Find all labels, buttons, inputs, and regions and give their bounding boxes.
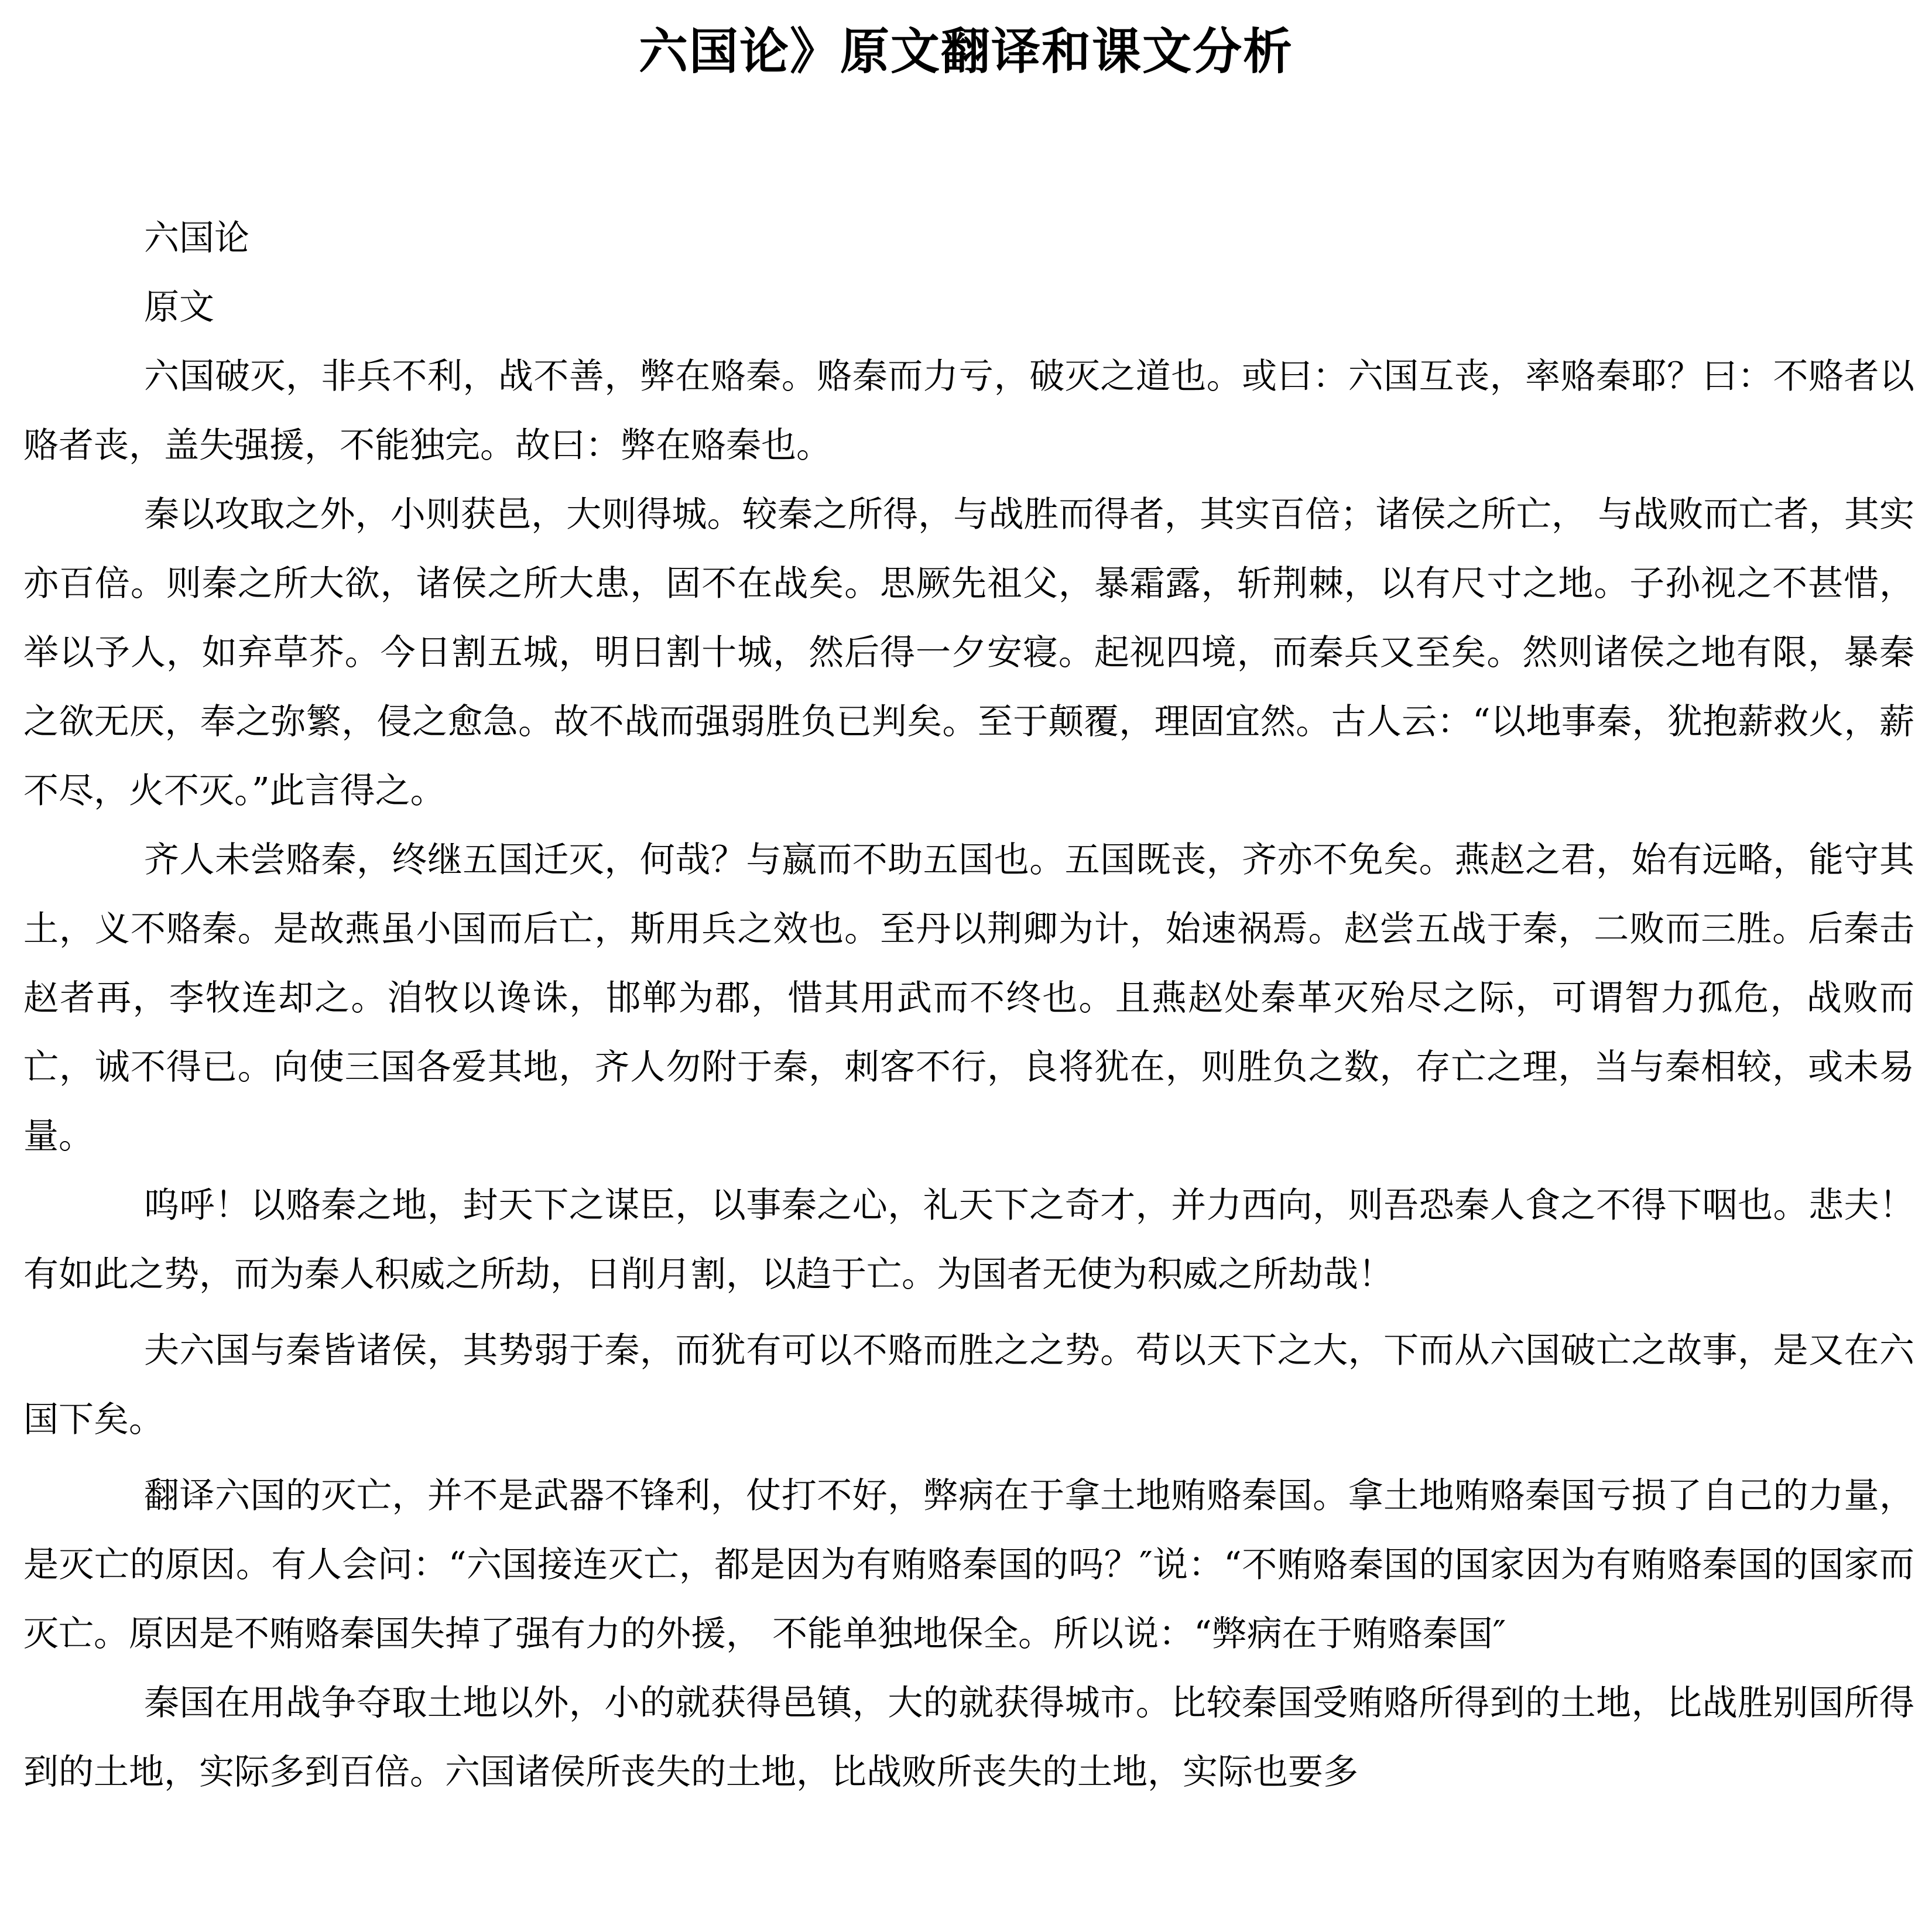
original-paragraph: 夫六国与秦皆诸侯，其势弱于秦，而犹有可以不赂而胜之之势。苟以天下之大，下而从六国破亡之故事，是又在六国下矣。	[23, 1330, 1914, 1440]
original-paragraph: 齐人未尝赂秦，终继五国迁灭，何哉？与嬴而不助五国也。五国既丧，齐亦不免矣。燕赵之君，始有远略，能守其土，义不赂秦。是故燕虽小国而后亡，斯用兵之效也。至丹以荆卿为计，始速祸焉。赵尝五战于秦，二败而三胜。后秦击赵者再，李牧连却之。洎牧以谗诛，邯郸为郡，惜其用武而不终也。且燕赵处秦革灭殆尽之际，可谓智力孤危，战败而亡，诚不得已。向使三国各爱其地，齐人勿附于秦，刺客不行，良将犹在，则胜负之数，存亡之理，当与秦相较，或未易量。	[23, 840, 1914, 1157]
original-paragraph: 秦以攻取之外，小则获邑，大则得城。较秦之所得，与战胜而得者，其实百倍；诸侯之所亡， 与战败而亡者，其实亦百倍。则秦之所大欲，诸侯之所大患，固不在战矣。思厥先祖父，暴霜露，斩荆棘，以有尺寸之地。子孙视之不甚惜，举以予人，如弃草芥。今日割五城，明日割十城，然后得一夕安寝。起视四境，而秦兵又至矣。然则诸侯之地有限，暴秦之欲无厌，奉之弥繁，侵之愈急。故不战而强弱胜负已判矣。至于颠覆，理固宜然。古人云：“以地事秦，犹抱薪救火，薪不尽，火不灭。”此言得之。	[23, 494, 1914, 811]
original-paragraph: 六国破灭，非兵不利，战不善，弊在赂秦。赂秦而力亏，破灭之道也。或曰：六国互丧，率赂秦耶？曰：不赂者以赂者丧，盖失强援，不能独完。故曰：弊在赂秦也。	[23, 356, 1914, 466]
original-paragraph: 呜呼！以赂秦之地，封天下之谋臣，以事秦之心，礼天下之奇才，并力西向，则吾恐秦人食之不得下咽也。悲夫！有如此之势，而为秦人积威之所劫，日削月割，以趋于亡。为国者无使为积威之所劫哉！	[23, 1185, 1914, 1295]
translation-paragraph: 翻译六国的灭亡，并不是武器不锋利，仗打不好，弊病在于拿土地贿赂秦国。拿土地贿赂秦国亏损了自己的力量，是灭亡的原因。有人会问：“六国接连灭亡，都是因为有贿赂秦国的吗？″说：“不贿赂秦国的国家因为有贿赂秦国的国家而灭亡。原因是不贿赂秦国失掉了强有力的外援， 不能单独地保全。所以说：“弊病在于贿赂秦国″	[23, 1475, 1914, 1654]
translation-paragraph: 秦国在用战争夺取土地以外，小的就获得邑镇，大的就获得城市。比较秦国受贿赂所得到的土地，比战胜别国所得到的土地，实际多到百倍。六国诸侯所丧失的土地，比战败所丧失的土地，实际也要多	[23, 1683, 1914, 1793]
original-label: 原文	[144, 287, 214, 328]
document-body	[23, 204, 1914, 1807]
document-title: 六国论》原文翻译和课文分析	[638, 23, 1293, 80]
section-title: 六国论	[144, 218, 249, 259]
